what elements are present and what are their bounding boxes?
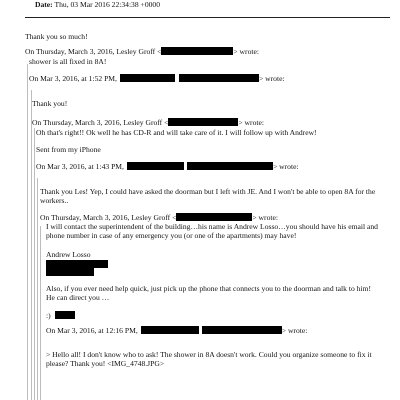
date-label: Date:	[35, 0, 53, 9]
attribution-line	[46, 326, 307, 335]
message-line: Sent from my iPhone	[36, 145, 101, 154]
redacted-signature-line	[46, 260, 108, 268]
attribution-line	[40, 213, 278, 222]
redacted-email	[202, 326, 282, 334]
message-line: shower is all fixed in 8A!	[29, 57, 107, 66]
attribution-suffix: > wrote:	[238, 118, 264, 127]
attribution-text: On Mar 3, 2016, at 12:16 PM,	[46, 326, 138, 335]
attribution-suffix: > wrote:	[233, 47, 259, 56]
redacted-email	[176, 213, 252, 221]
attribution-line	[29, 74, 285, 83]
attribution-line	[25, 47, 259, 56]
header-divider	[25, 17, 390, 18]
attribution-text: On Mar 3, 2016, at 1:43 PM,	[36, 162, 124, 171]
redacted-signature-line	[46, 268, 94, 276]
attribution-suffix: > wrote:	[258, 74, 285, 83]
signature-name: Andrew Losso	[46, 250, 91, 259]
message-line: Oh that's right!! Ok well he has CD-R and will take care of it. I will follow up with Andrew!	[36, 128, 317, 137]
redacted-email	[187, 162, 273, 170]
redacted-name	[141, 326, 199, 334]
quote-bar-2	[31, 90, 32, 400]
attribution-text: On Thursday, March 3, 2016, Lesley Groff <	[40, 213, 177, 222]
date-value: Thu, 03 Mar 2016 22:34:38 +0000	[54, 0, 161, 9]
redacted-name	[120, 74, 175, 82]
redacted-email	[168, 118, 238, 126]
attribution-suffix: > wrote:	[281, 326, 308, 335]
message-paragraph: I will contact the superintendent of the building…his name is Andrew Losso…you should have his email and phone number in case of any emergency you (or one of the apartments) may have!	[46, 222, 378, 241]
quote-bar-1	[27, 64, 28, 400]
message-line: Thank you so much!	[25, 32, 88, 41]
email-date-header	[35, 0, 160, 9]
attribution-line	[32, 118, 264, 127]
attribution-text: On Mar 3, 2016, at 1:52 PM,	[29, 74, 117, 83]
smiley-text: :)	[46, 311, 51, 320]
redacted-name	[55, 311, 75, 319]
original-message: > Hello all! I don't know who to ask! The shower in 8A doesn't work. Could you organize someone to fix it please? Thank you! <IMG_4748.JPG>	[46, 350, 372, 369]
attribution-line	[36, 162, 299, 171]
attribution-text: On Thursday, March 3, 2016, Lesley Groff <	[32, 118, 169, 127]
message-paragraph: Thank you Les! Yep, I could have asked the doorman but I left with JE. And I won't be able to open 8A for the workers..	[40, 187, 376, 206]
redacted-email	[179, 74, 259, 82]
quote-bar-4	[37, 178, 38, 400]
redacted-email	[161, 47, 233, 55]
message-paragraph: Also, if you ever need help quick, just pick up the phone that connects you to the doorman and talk to him! He can direct you …	[46, 284, 371, 303]
message-line: Thank you!	[32, 99, 68, 108]
attribution-text: On Thursday, March 3, 2016, Lesley Groff <	[25, 47, 162, 56]
smiley-line	[46, 311, 75, 320]
attribution-suffix: > wrote:	[272, 162, 299, 171]
attribution-suffix: > wrote:	[252, 213, 278, 222]
quote-bar-5	[40, 226, 41, 400]
redacted-name	[127, 162, 184, 170]
quote-bar-3	[34, 128, 35, 400]
